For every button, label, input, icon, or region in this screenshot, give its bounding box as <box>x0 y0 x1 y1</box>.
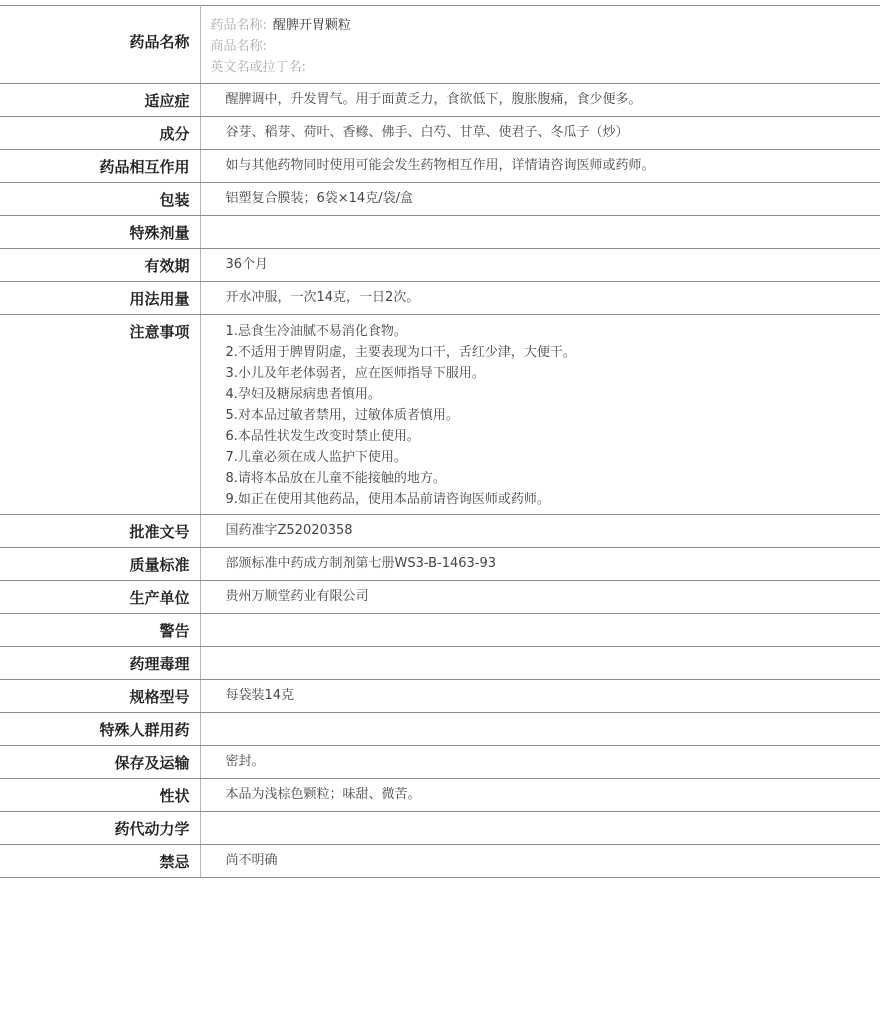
specification-row <box>0 680 880 713</box>
storage-label: 保存及运输 <box>0 746 200 779</box>
description-label: 性状 <box>0 779 200 812</box>
drug-name-label: 药品名称 <box>0 6 200 84</box>
ingredients-row <box>0 117 880 150</box>
precaution-item: 3.小儿及年老体弱者，应在医师指导下服用。 <box>225 366 485 381</box>
ingredients-value: 谷芽、稻芽、荷叶、香橼、佛手、白芍、甘草、使君子、冬瓜子（炒） <box>200 117 880 150</box>
warning-row <box>0 614 880 647</box>
drug-name-cell <box>200 6 880 84</box>
pharmacology-row <box>0 647 880 680</box>
description-value: 本品为浅棕色颗粒；味甜、微苦。 <box>200 779 880 812</box>
packaging-label: 包装 <box>0 183 200 216</box>
trade-name-key: 商品名称: <box>210 39 267 54</box>
indications-value: 醒脾调中，升发胃气。用于面黄乏力，食欲低下，腹胀腹痛，食少便多。 <box>200 84 880 117</box>
drug-info-table <box>0 5 880 878</box>
trade-name-line <box>211 36 880 57</box>
special-population-value <box>200 713 880 746</box>
contraindications-value: 尚不明确 <box>200 845 880 878</box>
interactions-label: 药品相互作用 <box>0 150 200 183</box>
shelf-life-value: 36个月 <box>200 249 880 282</box>
special-dosage-row <box>0 216 880 249</box>
packaging-value: 铝塑复合膜装；6袋×14克/袋/盒 <box>200 183 880 216</box>
interactions-row <box>0 150 880 183</box>
contraindications-label: 禁忌 <box>0 845 200 878</box>
quality-standard-row <box>0 548 880 581</box>
special-population-label: 特殊人群用药 <box>0 713 200 746</box>
english-name-line <box>211 57 880 78</box>
precaution-item: 1.忌食生冷油腻不易消化食物。 <box>225 324 407 339</box>
description-row <box>0 779 880 812</box>
precaution-item: 9.如正在使用其他药品，使用本品前请咨询医师或药师。 <box>225 492 550 507</box>
pharmacology-label: 药理毒理 <box>0 647 200 680</box>
pharmacokinetics-value <box>200 812 880 845</box>
contraindications-row <box>0 845 880 878</box>
dosage-label: 用法用量 <box>0 282 200 315</box>
approval-number-value: 国药准字Z52020358 <box>200 515 880 548</box>
manufacturer-value: 贵州万顺堂药业有限公司 <box>200 581 880 614</box>
dosage-row <box>0 282 880 315</box>
pharmacokinetics-label: 药代动力学 <box>0 812 200 845</box>
shelf-life-label: 有效期 <box>0 249 200 282</box>
dosage-value: 开水冲服，一次14克，一日2次。 <box>200 282 880 315</box>
precautions-label: 注意事项 <box>0 315 200 515</box>
indications-row <box>0 84 880 117</box>
precautions-list <box>200 315 880 515</box>
precaution-item: 5.对本品过敏者禁用，过敏体质者慎用。 <box>225 408 459 423</box>
precaution-item: 7.儿童必须在成人监护下使用。 <box>225 450 407 465</box>
precaution-item: 8.请将本品放在儿童不能接触的地方。 <box>225 471 446 486</box>
storage-row <box>0 746 880 779</box>
manufacturer-row <box>0 581 880 614</box>
precaution-item: 6.本品性状发生改变时禁止使用。 <box>225 429 420 444</box>
generic-name-key: 药品名称: <box>210 18 267 33</box>
indications-label: 适应症 <box>0 84 200 117</box>
precaution-item: 4.孕妇及糖尿病患者慎用。 <box>225 387 381 402</box>
pharmacology-value <box>200 647 880 680</box>
interactions-value: 如与其他药物同时使用可能会发生药物相互作用，详情请咨询医师或药师。 <box>200 150 880 183</box>
shelf-life-row <box>0 249 880 282</box>
storage-value: 密封。 <box>200 746 880 779</box>
pharmacokinetics-row <box>0 812 880 845</box>
warning-label: 警告 <box>0 614 200 647</box>
specification-label: 规格型号 <box>0 680 200 713</box>
warning-value <box>200 614 880 647</box>
generic-name-line <box>211 15 880 36</box>
english-name-key: 英文名或拉丁名: <box>210 60 306 75</box>
drug-name-row <box>0 6 880 84</box>
quality-standard-label: 质量标准 <box>0 548 200 581</box>
quality-standard-value: 部颁标准中药成方制剂第七册WS3-B-1463-93 <box>200 548 880 581</box>
approval-number-row <box>0 515 880 548</box>
special-dosage-value <box>200 216 880 249</box>
precautions-row <box>0 315 880 515</box>
special-population-row <box>0 713 880 746</box>
specification-value: 每袋装14克 <box>200 680 880 713</box>
manufacturer-label: 生产单位 <box>0 581 200 614</box>
approval-number-label: 批准文号 <box>0 515 200 548</box>
ingredients-label: 成分 <box>0 117 200 150</box>
generic-name-value: 醒脾开胃颗粒 <box>272 18 351 33</box>
special-dosage-label: 特殊剂量 <box>0 216 200 249</box>
precaution-item: 2.不适用于脾胃阴虚，主要表现为口干，舌红少津，大便干。 <box>225 345 576 360</box>
packaging-row <box>0 183 880 216</box>
